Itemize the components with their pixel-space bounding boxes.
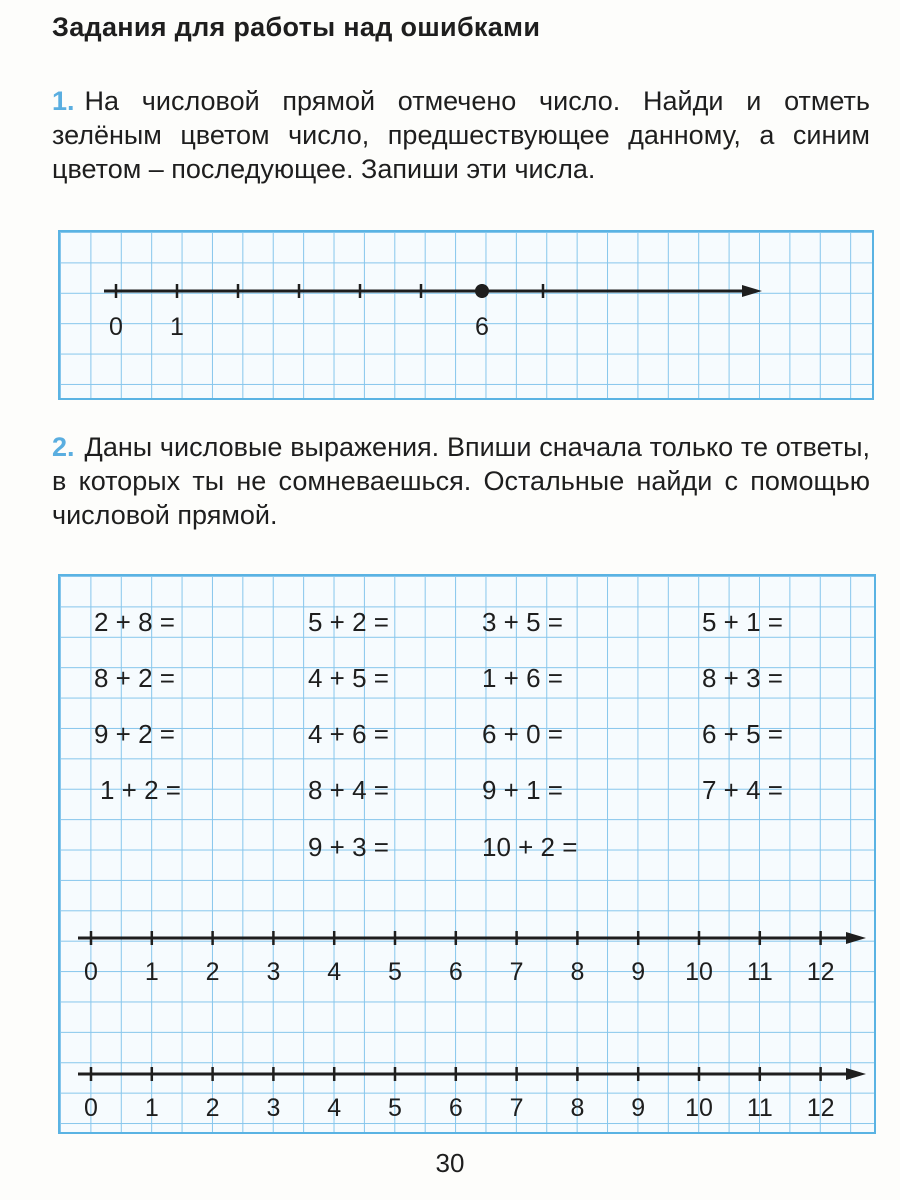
task-1-number: 1. bbox=[52, 86, 75, 116]
task-2-tick-label: 4 bbox=[327, 958, 342, 986]
task-2-tick-label: 9 bbox=[631, 958, 646, 986]
task-1-tick-label: 6 bbox=[475, 313, 489, 341]
task-2-tick-label: 9 bbox=[631, 1094, 646, 1122]
task-2-tick-label: 8 bbox=[570, 1094, 585, 1122]
expression[interactable]: 7 + 4 = bbox=[702, 775, 783, 805]
task-1-text: На числовой прямой отмечено число. Найди и отметь зелёным цветом число, предшествующее данному, а синим цветом – последующее. Запиши эти числа. bbox=[52, 86, 870, 184]
expression[interactable]: 6 + 5 = bbox=[702, 719, 783, 749]
task-2-tick-label: 10 bbox=[685, 1094, 713, 1122]
task-2-tick-label: 12 bbox=[806, 958, 835, 986]
task-2-tick-label: 11 bbox=[746, 958, 773, 986]
page-number: 30 bbox=[435, 1148, 465, 1178]
expression[interactable]: 1 + 6 = bbox=[482, 663, 563, 693]
task-2-tick-label: 2 bbox=[205, 958, 220, 986]
task-1-line-arrow bbox=[742, 285, 762, 297]
task-2-text: Даны числовые выражения. Впиши сначала только те ответы, в которых ты не сомневаешься. Остальные найди с помощью числовой прямой. bbox=[52, 432, 870, 530]
task-2-line-2-arrow bbox=[846, 1068, 866, 1080]
expression[interactable]: 2 + 8 = bbox=[94, 607, 175, 637]
task-1-tick-label: 1 bbox=[170, 313, 184, 341]
expression[interactable]: 9 + 1 = bbox=[482, 775, 563, 805]
expression[interactable]: 1 + 2 = bbox=[100, 775, 181, 805]
task-2-tick-label: 7 bbox=[509, 958, 524, 986]
task-2-tick-label: 4 bbox=[327, 1094, 342, 1122]
expression[interactable]: 4 + 6 = bbox=[308, 719, 389, 749]
task-2-tick-label: 1 bbox=[144, 1094, 159, 1122]
task-2-tick-label: 0 bbox=[84, 1094, 98, 1122]
task-2-tick-label: 0 bbox=[84, 958, 98, 986]
expression[interactable]: 8 + 3 = bbox=[702, 663, 783, 693]
page-heading: Задания для работы над ошибками bbox=[52, 12, 541, 42]
task-1-marked-point bbox=[475, 284, 489, 298]
task-2-tick-label: 7 bbox=[509, 1094, 524, 1122]
task-2-line-1-arrow bbox=[846, 932, 866, 944]
task-2-tick-label: 3 bbox=[266, 1094, 281, 1122]
task-2-tick-label: 5 bbox=[388, 958, 402, 986]
expression[interactable]: 5 + 1 = bbox=[702, 607, 783, 637]
task-2-tick-label: 5 bbox=[388, 1094, 402, 1122]
task-2-tick-label: 10 bbox=[685, 958, 713, 986]
task-2-tick-label: 6 bbox=[448, 1094, 463, 1122]
expression[interactable]: 8 + 2 = bbox=[94, 663, 175, 693]
expression[interactable]: 5 + 2 = bbox=[308, 607, 389, 637]
task-2-tick-label: 12 bbox=[806, 1094, 835, 1122]
task-2-number: 2. bbox=[52, 432, 75, 462]
task-2-tick-label: 2 bbox=[205, 1094, 220, 1122]
expression[interactable]: 8 + 4 = bbox=[308, 775, 389, 805]
task-2-tick-label: 8 bbox=[570, 958, 585, 986]
expression[interactable]: 9 + 2 = bbox=[94, 719, 175, 749]
expression[interactable]: 4 + 5 = bbox=[308, 663, 389, 693]
task-1-tick-label: 0 bbox=[109, 313, 123, 341]
expression[interactable]: 3 + 5 = bbox=[482, 607, 563, 637]
task-2-tick-label: 3 bbox=[266, 958, 281, 986]
task-2-tick-label: 1 bbox=[144, 958, 159, 986]
expression[interactable]: 6 + 0 = bbox=[482, 719, 563, 749]
task-2-tick-label: 6 bbox=[448, 958, 463, 986]
expression[interactable]: 10 + 2 = bbox=[482, 832, 578, 862]
task-2-tick-label: 11 bbox=[746, 1094, 773, 1122]
expression[interactable]: 9 + 3 = bbox=[308, 832, 389, 862]
